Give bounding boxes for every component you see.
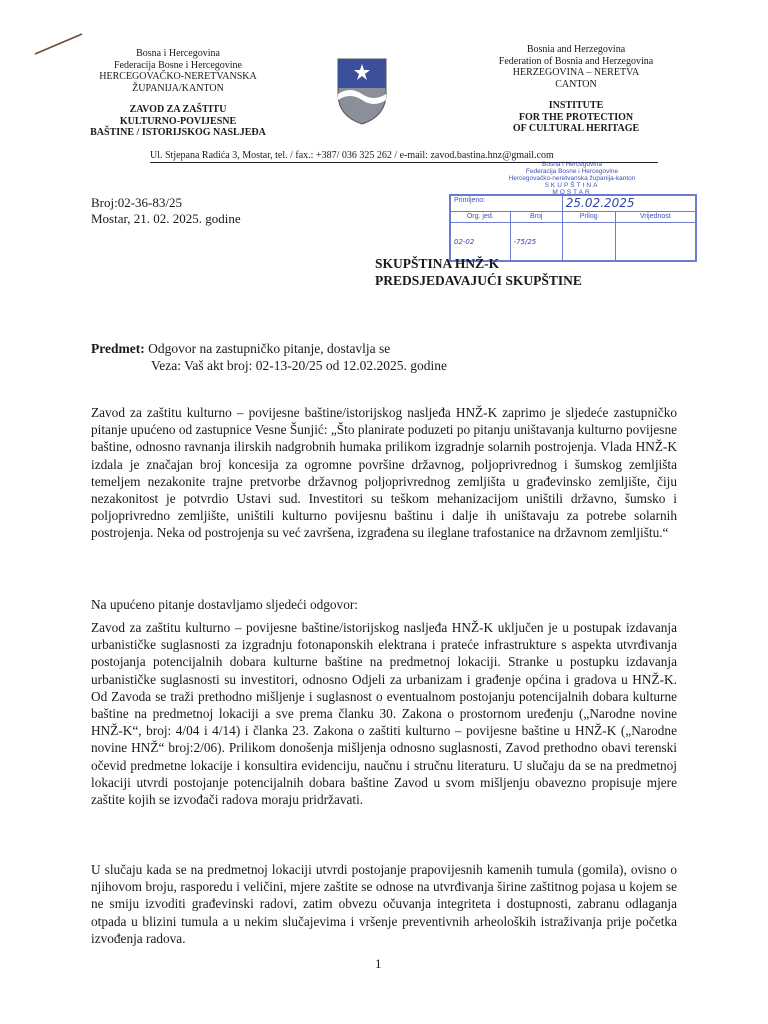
- paragraph-question: Zavod za zaštitu kulturno – povijesne baštine/istorijskog nasljeđa HNŽ-K zaprimo je sljedeće zastupničko pitanje upućeno od zastupnice Vesne Šunjić: „Što planirate poduzeti po pitanju uništavanja kulturno povijesne baštine, odnosno ravnanja ilirskih nadgrobnih humaka prilikom izgradnje solarnih postrojenja. Vlada HNŽ-K izdala je značajan broj koncesija za ogromne površine državnog, poljoprivrednog i šumskog zemljišta temeljem nezakonite trajne pretvorbe državnog poljoprivrednog zemljišta u građevinsko zemljište, čiju nezakonitost je potvrdio Ustavi sud. Investitori su teškom mehanizacijom uništili državno, šumsko i poljoprivredno zemljište, uništili kulturno povijesnu baštinu i dalje ih uništavaju za potrebe solarnih postrojenja. Neka od postrojenja su već završena, izgrađena su ileglane trafostanice na državnom zemljištu.“: [91, 405, 677, 541]
- stamp-col-broj: Broj: [510, 212, 562, 223]
- header-right-inst1: INSTITUTE: [548, 100, 604, 111]
- header-right: [478, 44, 674, 135]
- header-left-inst3: BAŠTINE / ISTORIJSKOG NASLJEĐA: [90, 127, 266, 138]
- stamp-col-prilog: Prilog: [562, 212, 615, 223]
- coat-of-arms-icon: [335, 56, 389, 126]
- stamp-hand-broj: -75/25: [510, 223, 562, 261]
- header-left-inst1: ZAVOD ZA ZAŠTITU: [129, 104, 227, 115]
- reference-number: Broj:02-36-83/25: [91, 195, 182, 210]
- subject-text: Odgovor na zastupničko pitanje, dostavlja se: [144, 341, 391, 356]
- stamp-received-value: 25.02.2025: [562, 196, 695, 212]
- stamp-header: [472, 161, 672, 196]
- stamp-head-2: Federacija Bosne i Hercegovine: [525, 168, 619, 175]
- header-right-inst3: OF CULTURAL HERITAGE: [512, 123, 640, 134]
- header-right-inst2: FOR THE PROTECTION: [518, 111, 634, 123]
- stamp-col-org: Org. jed.: [451, 212, 511, 223]
- header-left-line1: Bosna i Hercegovina: [136, 48, 220, 59]
- header-left-line2: Federacija Bosne i Hercegovine: [113, 59, 242, 71]
- subject-veza: Veza: Vaš akt broj: 02-13-20/25 od 12.02.2025. godine: [151, 358, 447, 373]
- reference-block: [91, 195, 241, 227]
- subject-block: [91, 340, 447, 374]
- recipient-line1: SKUPŠTINA HNŽ-K: [375, 256, 500, 271]
- header-right-line1: Bosnia and Herzegovina: [526, 44, 626, 55]
- address-line: Ul. Stjepana Radića 3, Mostar, tel. / fax.: +387/ 036 325 262 / e-mail: zavod.bastina.hnz@gmail.com: [150, 150, 554, 161]
- stamp-cell-vrijednost: [615, 223, 695, 261]
- registry-stamp: [449, 194, 697, 262]
- stamp-hand-org: 02-02: [451, 223, 511, 261]
- page-number: 1: [375, 956, 382, 971]
- header-right-line3: HERZEGOVINA – NERETVA: [512, 67, 640, 78]
- pen-mark-icon: [30, 30, 85, 60]
- header-right-line4: CANTON: [555, 78, 597, 90]
- recipient-block: [375, 255, 582, 289]
- paragraph-answer: Zavod za zaštitu kulturno – povijesne baštine/istorijskog nasljeđa HNŽ-K uključen je u postupak izdavanja urbanističke suglasnosti za izgradnju fotonaponskih elektrana i prateće infrastrukture s aspekta utvrđivanja postojanja potencijalnih dobara kulturne baštine na predmetnoj lokaciji. Stranke u postupku izdavanja urbanističke suglasnosti su investitori, odnosno Odjeli za urbanizam i građenje općina i gradova u HNŽ-K. Od Zavoda se traži prethodno mišljenje i suglasnost o eventualnom postojanju potencijalnih dobara kulturne baštine na predmetnoj lokaciji a sve prema članku 30. Zakona o prostornom uređenju („Narodne novine HNŽ-K“, broj: 4/04 i 4/14) i članka 23. Zakona o zaštiti kulturno – povijesne baštine u HNŽ-K („Narodne novine HNŽ“ broj:2/06). Prilikom donošenja mišljenja odnosno suglasnosti, Zavod prethodno obavi terenski očevid predmetne lokacije i konsultira evidenciju, naučnu i stručnu literaturu. U slučaju da se na predmetnoj lokaciji utvrdi postojanje potencijalnih dobara baštine Zavod u svom mišljenju obavezno propisuje mjere zaštite kojih se izvođači radova moraju pridržavati.: [91, 620, 677, 808]
- stamp-received-label: Primljeno:: [451, 196, 563, 212]
- header-left-inst2: KULTURNO-POVIJESNE: [119, 115, 237, 127]
- paragraph-intro: Na upućeno pitanje dostavljamo sljedeći odgovor:: [91, 597, 358, 612]
- paragraph-tumuli: U slučaju kada se na predmetnoj lokaciji utvrdi postojanje prapovijesnih kamenih tumula (gomila), ovisno o njihovom broju, rasporedu i veličini, mjere zaštite se odnose na utvrđivanja širine zaštitnog pojasa u kojem se ne smiju izvoditi građevinski radovi, zatim obvezu očuvanja integriteta i dostupnosti, zabranu odlaganja otpada u blizini tumula a u nekim slučajevima i vršenje preventivnih arheoloških istraživanja prije početka izvođenja radova.: [91, 862, 677, 946]
- stamp-head-3: Hercegovačko-neretvanska županija-kanton: [508, 175, 636, 182]
- stamp-head-5: MOSTAR: [552, 189, 592, 196]
- header-left-line3: HERCEGOVAČKO-NERETVANSKA: [99, 71, 257, 82]
- header-left: [88, 48, 268, 139]
- stamp-head-1: Bosna i Hercegovina: [542, 161, 602, 168]
- header-left-line4: ŽUPANIJA/KANTON: [132, 82, 224, 94]
- reference-date: Mostar, 21. 02. 2025. godine: [91, 211, 241, 226]
- header-right-line2: Federation of Bosnia and Herzegovina: [498, 55, 654, 67]
- recipient-line2: PREDSJEDAVAJUĆI SKUPŠTINE: [375, 273, 582, 288]
- stamp-head-4: SKUPŠTINA: [544, 182, 600, 189]
- subject-label: Predmet:: [91, 341, 145, 356]
- stamp-col-vrijednost: Vrijednost: [615, 212, 695, 223]
